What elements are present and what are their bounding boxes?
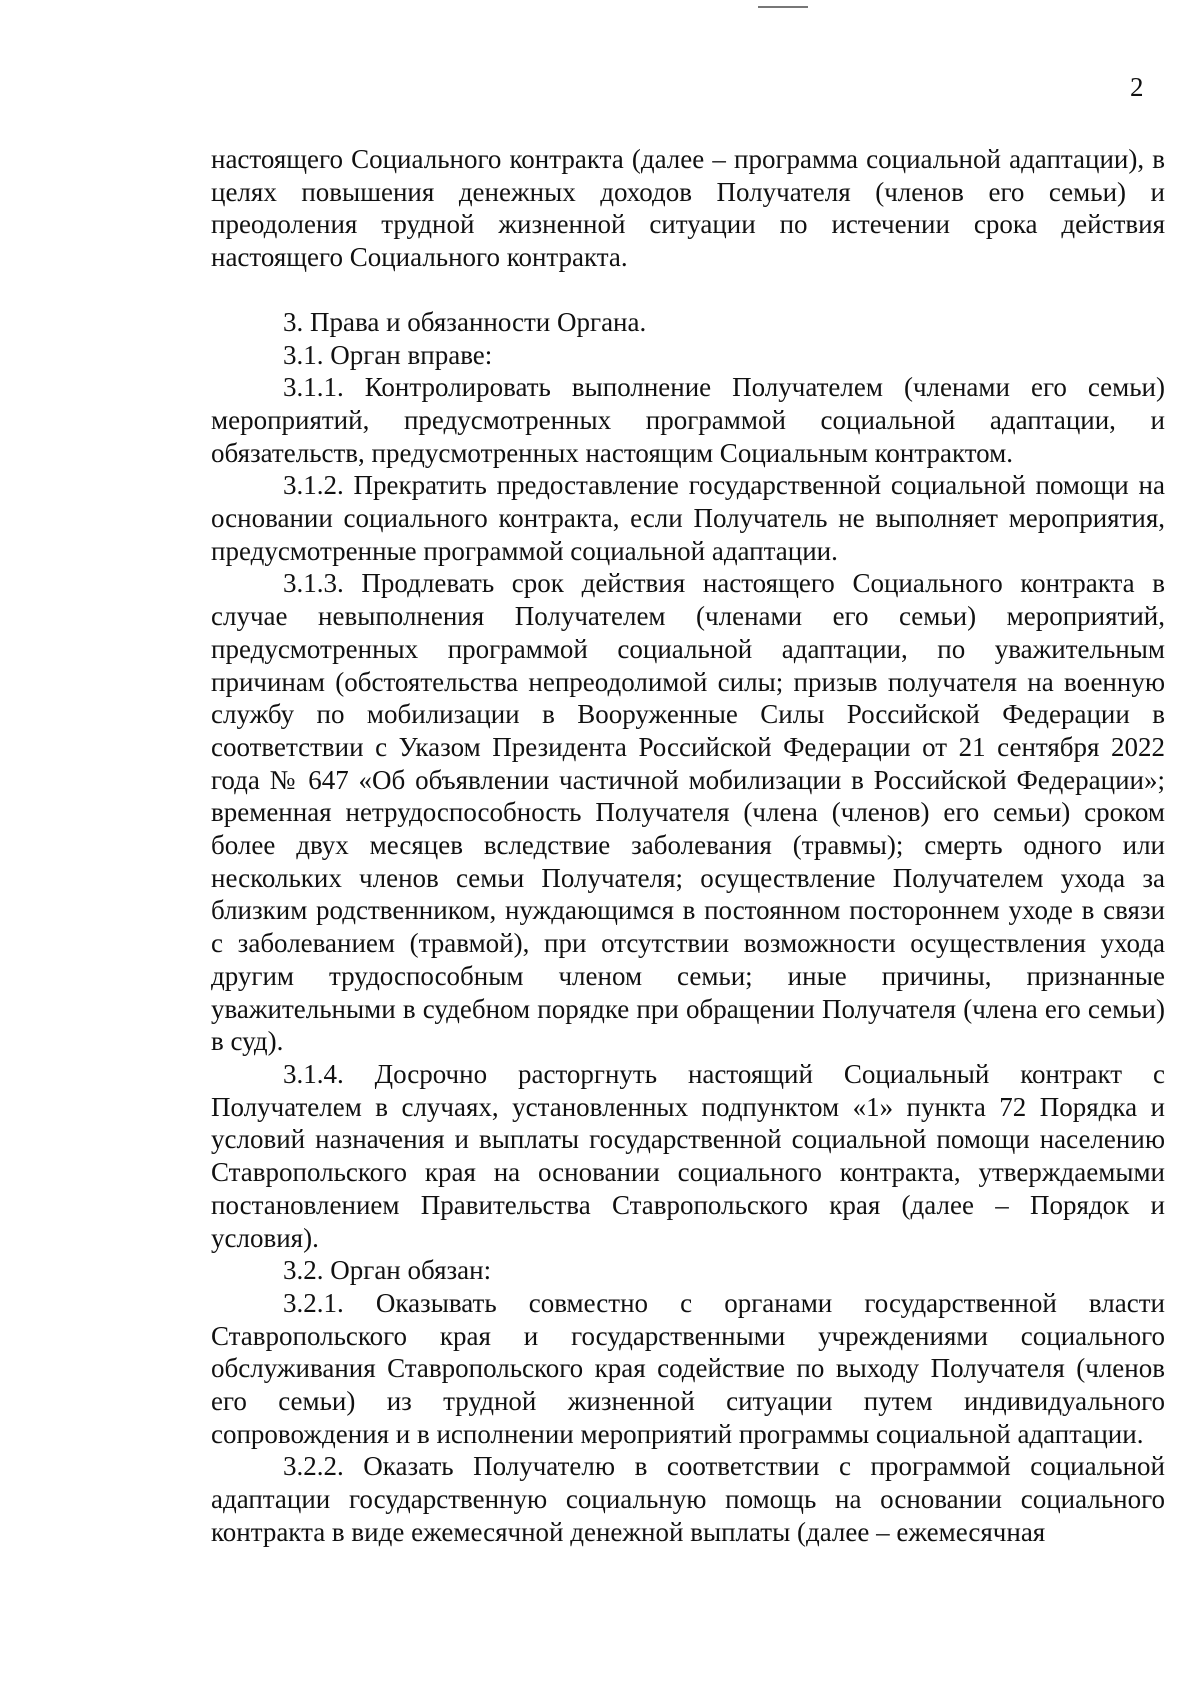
- page-number: 2: [1130, 72, 1144, 102]
- section-heading-rights-and-duties: 3. Права и обязанности Органа.: [283, 306, 647, 337]
- top-edge-mark: [758, 0, 808, 8]
- paragraph-3-2-1: 3.2.1. Оказывать совместно с органами государственной власти Ставропольского края и государственными учреждениями социального обслуживания Ставропольского края содействие по выходу Получателя (членов его семьи) из трудной жизненной ситуации путем индивидуального сопровождения и в исполнении мероприятий программы социальной адаптации.: [211, 1287, 1165, 1449]
- paragraph-3-2-2: 3.2.2. Оказать Получателю в соответствии с программой социальной адаптации государственную социальную помощь на основании социального контракта в виде ежемесячной денежной выплаты (далее – ежемесячная: [211, 1451, 1165, 1547]
- paragraph-3-1-2: 3.1.2. Прекратить предоставление государственной социальной помощи на основании социального контракта, если Получатель не выполняет мероприятия, предусмотренные программой социальной адаптации.: [211, 470, 1165, 566]
- subsection-heading-3-2: 3.2. Орган обязан:: [283, 1255, 492, 1286]
- paragraph-3-1-1: 3.1.1. Контролировать выполнение Получателем (членами его семьи) мероприятий, предусмотренных программой социальной адаптации, и обязательств, предусмотренных настоящим Социальным контрактом.: [211, 372, 1165, 468]
- paragraph-3-1-4: 3.1.4. Досрочно расторгнуть настоящий Социальный контракт с Получателем в случаях, установленных подпунктом «1» пункта 72 Порядка и условий назначения и выплаты государственной социальной помощи населению Ставропольского края на основании социального контракта, утверждаемыми постановлением Правительства Ставропольского края (далее – Порядок и условия).: [211, 1058, 1165, 1253]
- paragraph-continuation: настоящего Социального контракта (далее – программа социальной адаптации), в целях повышения денежных доходов Получателя (членов его семьи) и преодоления трудной жизненной ситуации по истечении срока действия настоящего Социального контракта.: [211, 144, 1165, 273]
- document-body: [211, 143, 1165, 1549]
- subsection-heading-3-1: 3.1. Орган вправе:: [283, 339, 493, 370]
- paragraph-3-1-3: 3.1.3. Продлевать срок действия настоящего Социального контракта в случае невыполнения Получателем (членами его семьи) мероприятий, предусмотренных программой социальной адаптации, по уважительным причинам (обстоятельства непреодолимой силы; призыв получателя на военную службу по мобилизации в Вооруженные Силы Российской Федерации в соответствии с Указом Президента Российской Федерации от 21 сентября 2022 года № 647 «Об объявлении частичной мобилизации в Российской Федерации»; временная нетрудоспособность Получателя (члена (членов) его семьи) сроком более двух месяцев вследствие заболевания (травмы); смерть одного или нескольких членов семьи Получателя; осуществление Получателем ухода за близким родственником, нуждающимся в постоянном постороннем уходе в связи с заболеванием (травмой), при отсутствии возможности осуществления ухода другим трудоспособным членом семьи; иные причины, признанные уважительными в судебном порядке при обращении Получателя (члена его семьи) в суд).: [211, 568, 1165, 1057]
